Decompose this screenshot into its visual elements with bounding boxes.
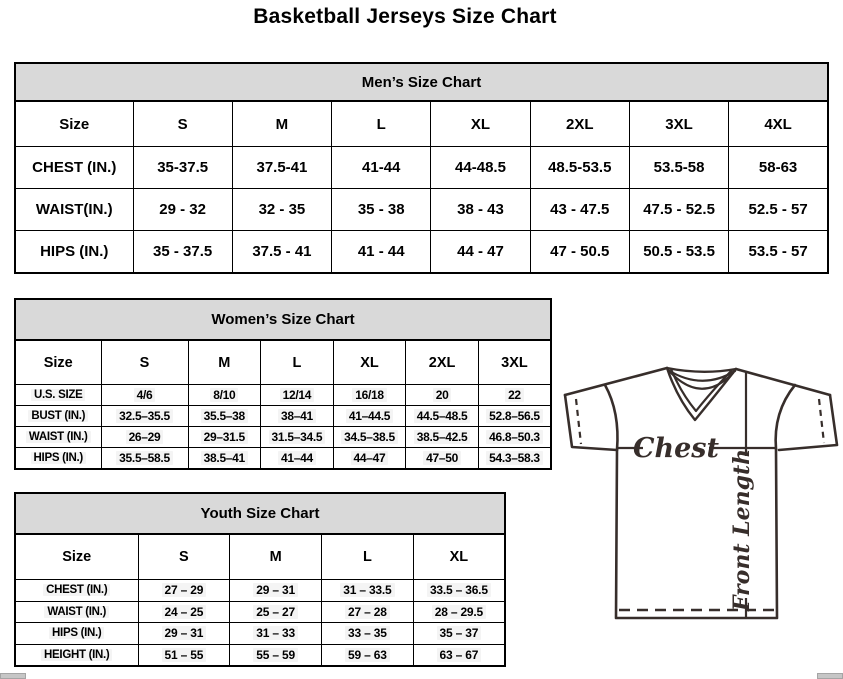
- column-header-row: [15, 340, 551, 385]
- measurement-cell: 41–44.5: [333, 406, 406, 427]
- measurement-cell: 41 - 44: [332, 231, 431, 274]
- measurement-row: [15, 601, 505, 623]
- measurement-cell: 43 - 47.5: [530, 189, 629, 231]
- measurement-cell: 52.8–56.5: [478, 406, 551, 427]
- measurement-cell: 29–31.5: [188, 427, 261, 448]
- size-column-header: L: [332, 101, 431, 147]
- measurement-cell: 58-63: [729, 147, 828, 189]
- measurement-cell: 46.8–50.3: [478, 427, 551, 448]
- measurement-row: [15, 448, 551, 470]
- youth-size-table: [14, 533, 506, 667]
- measurement-cell: 20: [406, 385, 479, 406]
- row-label: CHEST (IN.): [15, 147, 133, 189]
- row-label: BUST (IN.): [15, 406, 101, 427]
- row-label: HIPS (IN.): [15, 623, 138, 645]
- measurement-cell: 31.5–34.5: [261, 427, 334, 448]
- row-label: CHEST (IN.): [15, 580, 138, 602]
- measurement-cell: 29 – 31: [230, 580, 322, 602]
- front-length-measurement-label: Front Length: [729, 448, 755, 612]
- measurement-cell: 29 – 31: [138, 623, 230, 645]
- size-column-header: XL: [431, 101, 530, 147]
- measurement-cell: 50.5 - 53.5: [629, 231, 728, 274]
- row-label: HIPS (IN.): [15, 231, 133, 274]
- measurement-cell: 44.5–48.5: [406, 406, 479, 427]
- size-column-header: S: [138, 534, 230, 580]
- left-cuff-dashed-line: [576, 399, 581, 444]
- row-label: WAIST (IN.): [15, 601, 138, 623]
- measurement-cell: 8/10: [188, 385, 261, 406]
- size-column-header: 3XL: [478, 340, 551, 385]
- jersey-collar-top: [667, 368, 736, 372]
- measurement-cell: 27 – 28: [322, 601, 414, 623]
- right-cuff-dashed-line: [819, 399, 824, 443]
- measurement-cell: 38 - 43: [431, 189, 530, 231]
- mens-size-chart: [14, 62, 829, 274]
- measurement-cell: 31 – 33: [230, 623, 322, 645]
- measurement-cell: 32 - 35: [232, 189, 331, 231]
- womens-table-title: Women’s Size Chart: [14, 298, 552, 339]
- jersey-left-shoulder: [565, 368, 667, 395]
- measurement-cell: 38.5–41: [188, 448, 261, 470]
- measurement-cell: 33 – 35: [322, 623, 414, 645]
- size-column-header: M: [230, 534, 322, 580]
- mens-size-table: [14, 100, 829, 274]
- measurement-cell: 27 – 29: [138, 580, 230, 602]
- measurement-cell: 29 - 32: [133, 189, 232, 231]
- size-column-header: S: [101, 340, 188, 385]
- jersey-right-sleeve-seam: [776, 385, 795, 449]
- measurement-cell: 48.5-53.5: [530, 147, 629, 189]
- measurement-row: [15, 189, 828, 231]
- measurement-cell: 59 – 63: [322, 644, 414, 666]
- measurement-row: [15, 385, 551, 406]
- measurement-cell: 35.5–58.5: [101, 448, 188, 470]
- chest-measurement-label: Chest: [633, 433, 719, 464]
- measurement-cell: 28 – 29.5: [413, 601, 505, 623]
- youth-table-title: Youth Size Chart: [14, 492, 506, 533]
- measurement-cell: 4/6: [101, 385, 188, 406]
- size-column-header: S: [133, 101, 232, 147]
- measurement-cell: 41–44: [261, 448, 334, 470]
- measurement-cell: 41-44: [332, 147, 431, 189]
- measurement-cell: 26–29: [101, 427, 188, 448]
- size-label-header: Size: [15, 534, 138, 580]
- measurement-cell: 63 – 67: [413, 644, 505, 666]
- horizontal-scrollbar-right-fragment[interactable]: [817, 673, 843, 679]
- size-column-header: 2XL: [406, 340, 479, 385]
- measurement-cell: 16/18: [333, 385, 406, 406]
- size-column-header: M: [232, 101, 331, 147]
- measurement-row: [15, 406, 551, 427]
- measurement-cell: 35-37.5: [133, 147, 232, 189]
- row-label: HIPS (IN.): [15, 448, 101, 470]
- measurement-cell: 33.5 – 36.5: [413, 580, 505, 602]
- measurement-cell: 37.5-41: [232, 147, 331, 189]
- measurement-cell: 38.5–42.5: [406, 427, 479, 448]
- size-column-header: M: [188, 340, 261, 385]
- horizontal-scrollbar-left-fragment[interactable]: [0, 673, 26, 679]
- womens-size-chart: [14, 298, 552, 470]
- measurement-cell: 54.3–58.3: [478, 448, 551, 470]
- measurement-cell: 35 - 37.5: [133, 231, 232, 274]
- measurement-cell: 55 – 59: [230, 644, 322, 666]
- size-column-header: 2XL: [530, 101, 629, 147]
- measurement-cell: 47.5 - 52.5: [629, 189, 728, 231]
- measurement-cell: 37.5 - 41: [232, 231, 331, 274]
- measurement-cell: 34.5–38.5: [333, 427, 406, 448]
- row-label: WAIST (IN.): [15, 427, 101, 448]
- column-header-row: [15, 534, 505, 580]
- measurement-row: [15, 147, 828, 189]
- womens-size-table: [14, 339, 552, 470]
- jersey-left-sleeve: [565, 395, 617, 450]
- measurement-row: [15, 231, 828, 274]
- page-title: Basketball Jerseys Size Chart: [253, 5, 557, 28]
- measurement-cell: 51 – 55: [138, 644, 230, 666]
- jersey-right-sleeve: [779, 395, 837, 450]
- measurement-cell: 44-48.5: [431, 147, 530, 189]
- measurement-cell: 35 - 38: [332, 189, 431, 231]
- size-column-header: XL: [413, 534, 505, 580]
- row-label: U.S. SIZE: [15, 385, 101, 406]
- mens-table-title: Men’s Size Chart: [14, 62, 829, 100]
- size-column-header: L: [261, 340, 334, 385]
- measurement-cell: 53.5 - 57: [729, 231, 828, 274]
- jersey-dashed-lines: [576, 399, 824, 610]
- size-label-header: Size: [15, 101, 133, 147]
- measurement-cell: 35 – 37: [413, 623, 505, 645]
- size-column-header: XL: [333, 340, 406, 385]
- measurement-cell: 44–47: [333, 448, 406, 470]
- measurement-cell: 22: [478, 385, 551, 406]
- size-column-header: 3XL: [629, 101, 728, 147]
- measurement-cell: 35.5–38: [188, 406, 261, 427]
- row-label: HEIGHT (IN.): [15, 644, 138, 666]
- measurement-cell: 12/14: [261, 385, 334, 406]
- measurement-cell: 53.5-58: [629, 147, 728, 189]
- jersey-measurement-diagram: [563, 360, 843, 632]
- measurement-cell: 31 – 33.5: [322, 580, 414, 602]
- measurement-row: [15, 623, 505, 645]
- size-column-header: 4XL: [729, 101, 828, 147]
- row-label: WAIST(IN.): [15, 189, 133, 231]
- measurement-cell: 32.5–35.5: [101, 406, 188, 427]
- size-label-header: Size: [15, 340, 101, 385]
- measurement-row: [15, 644, 505, 666]
- column-header-row: [15, 101, 828, 147]
- measurement-cell: 44 - 47: [431, 231, 530, 274]
- measurement-row: [15, 580, 505, 602]
- measurement-cell: 25 – 27: [230, 601, 322, 623]
- jersey-right-shoulder: [736, 369, 830, 395]
- measurement-row: [15, 427, 551, 448]
- jersey-outline: [565, 368, 837, 618]
- size-column-header: L: [322, 534, 414, 580]
- measurement-cell: 47–50: [406, 448, 479, 470]
- measurement-cell: 47 - 50.5: [530, 231, 629, 274]
- youth-size-chart: [14, 492, 506, 667]
- measurement-cell: 38–41: [261, 406, 334, 427]
- jersey-left-sleeve-seam: [605, 385, 618, 450]
- measurement-cell: 52.5 - 57: [729, 189, 828, 231]
- measurement-cell: 24 – 25: [138, 601, 230, 623]
